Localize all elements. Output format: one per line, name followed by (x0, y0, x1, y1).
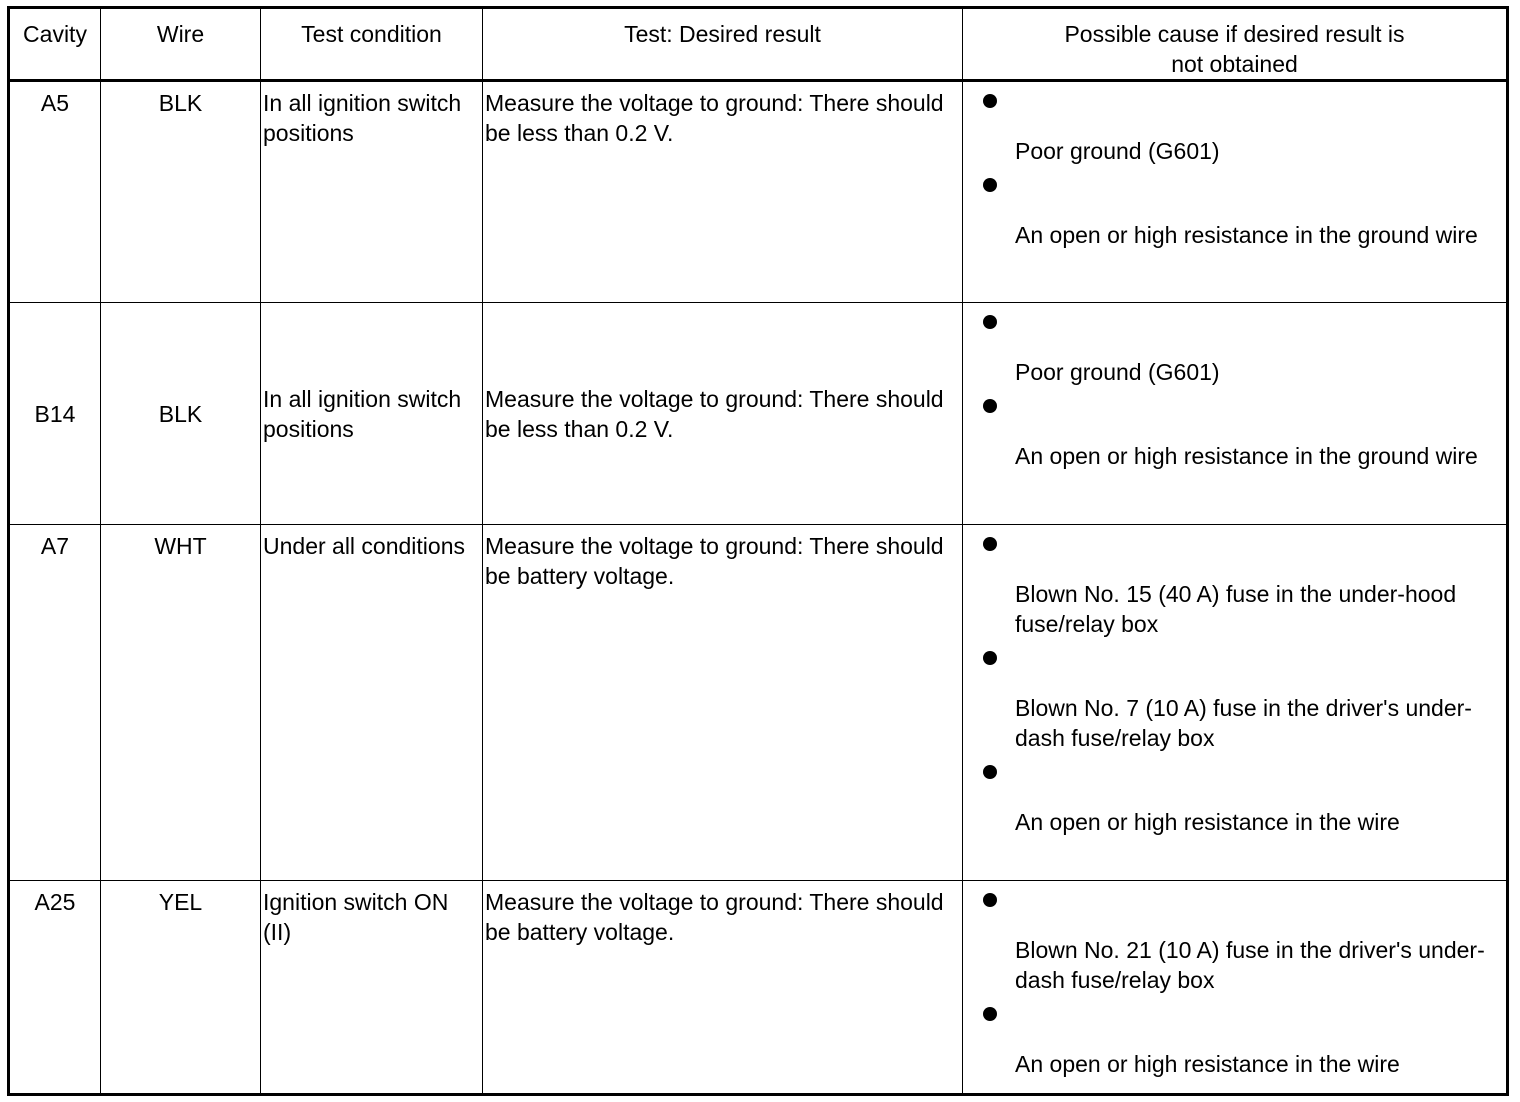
table-row (9, 81, 1508, 303)
cause-list (965, 309, 1504, 471)
table-row (9, 881, 1508, 1095)
result-cell: Measure the voltage to ground: There should be battery voltage. (483, 881, 963, 1095)
cause-list (965, 531, 1504, 837)
cause-text: An open or high resistance in the ground wire (1015, 222, 1478, 248)
cause-text: Blown No. 15 (40 A) fuse in the under-hood fuse/relay box (1015, 581, 1457, 637)
cause-item (965, 645, 1504, 753)
cause-item (965, 309, 1504, 387)
header-possible-cause-line1: Possible cause if desired result is (1064, 21, 1405, 47)
cavity-cell: A7 (9, 525, 101, 881)
cause-text: An open or high resistance in the wire (1015, 1051, 1400, 1077)
result-cell: Measure the voltage to ground: There should be battery voltage. (483, 525, 963, 881)
cause-item (965, 759, 1504, 837)
cause-cell (963, 303, 1508, 525)
connector-test-table (7, 6, 1509, 1096)
bullet-icon (983, 94, 997, 108)
cause-text: Poor ground (G601) (1015, 138, 1220, 164)
cause-text: Blown No. 21 (10 A) fuse in the driver's under-dash fuse/relay box (1015, 937, 1485, 993)
cause-item (965, 393, 1504, 471)
bullet-icon (983, 1007, 997, 1021)
condition-cell: Under all conditions (261, 525, 483, 881)
wire-cell: YEL (101, 881, 261, 1095)
cause-text: Poor ground (G601) (1015, 359, 1220, 385)
bullet-icon (983, 893, 997, 907)
header-test-condition: Test condition (261, 8, 483, 81)
table-row (9, 525, 1508, 881)
header-possible-cause (963, 8, 1508, 81)
cause-item (965, 172, 1504, 250)
cause-cell (963, 881, 1508, 1095)
cause-cell (963, 525, 1508, 881)
cause-list (965, 887, 1504, 1079)
header-desired-result: Test: Desired result (483, 8, 963, 81)
bullet-icon (983, 178, 997, 192)
cause-item (965, 531, 1504, 639)
wire-cell: BLK (101, 81, 261, 303)
bullet-icon (983, 765, 997, 779)
cause-text: An open or high resistance in the ground wire (1015, 443, 1478, 469)
condition-cell: Ignition switch ON (II) (261, 881, 483, 1095)
cause-text: An open or high resistance in the wire (1015, 809, 1400, 835)
condition-cell: In all ignition switch positions (261, 303, 483, 525)
table-row (9, 303, 1508, 525)
cause-list (965, 88, 1504, 250)
cavity-cell: B14 (9, 303, 101, 525)
bullet-icon (983, 399, 997, 413)
cause-cell (963, 81, 1508, 303)
condition-cell: In all ignition switch positions (261, 81, 483, 303)
header-wire: Wire (101, 8, 261, 81)
wire-cell: BLK (101, 303, 261, 525)
bullet-icon (983, 651, 997, 665)
cavity-cell: A25 (9, 881, 101, 1095)
result-cell: Measure the voltage to ground: There should be less than 0.2 V. (483, 81, 963, 303)
bullet-icon (983, 537, 997, 551)
cavity-cell: A5 (9, 81, 101, 303)
header-row (9, 8, 1508, 81)
result-cell: Measure the voltage to ground: There should be less than 0.2 V. (483, 303, 963, 525)
wire-cell: WHT (101, 525, 261, 881)
cause-item (965, 88, 1504, 166)
cause-item (965, 887, 1504, 995)
cause-item (965, 1001, 1504, 1079)
bullet-icon (983, 315, 997, 329)
cause-text: Blown No. 7 (10 A) fuse in the driver's under-dash fuse/relay box (1015, 695, 1472, 751)
header-possible-cause-line2: not obtained (1171, 51, 1298, 77)
header-cavity: Cavity (9, 8, 101, 81)
